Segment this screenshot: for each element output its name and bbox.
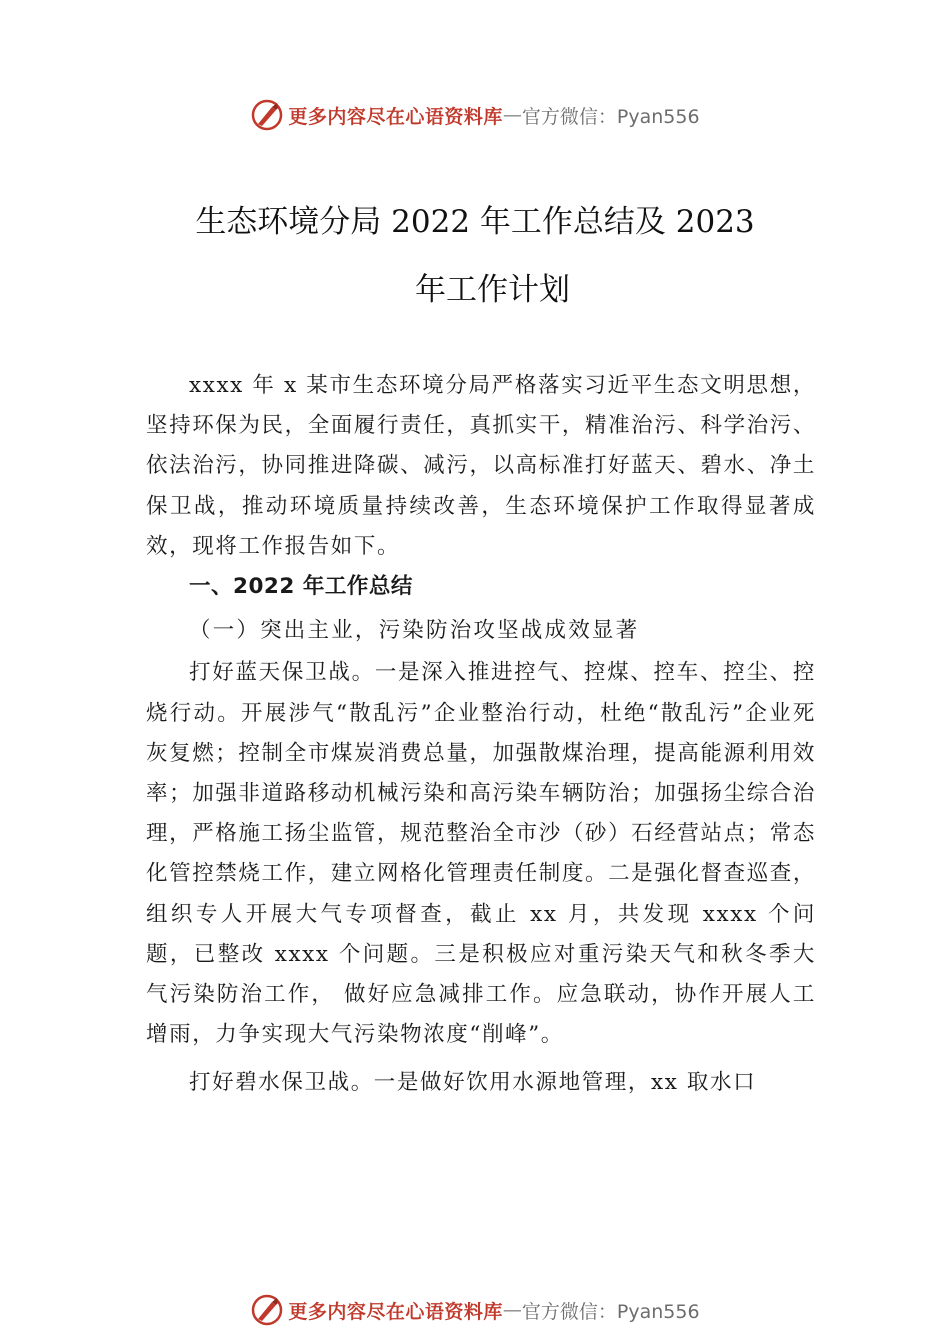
watermark-footer	[0, 1290, 950, 1330]
document-body	[146, 366, 816, 1104]
section-heading: 一、2022 年工作总结	[189, 574, 413, 600]
paragraph-blue-sky: 打好蓝天保卫战。一是深入推进控气、控煤、控车、控尘、控烧行动。开展涉气“散乱污”企业整治行动，杜绝“散乱污”企业死灰复燃；控制全市煤炭消费总量，加强散煤治理，提高能源利用效率；加强非道路移动机械污染和高污染车辆防治；加强扬尘综合治理，严格施工扬尘监管，规范整治全市沙（砂）石经营站点；常态化管控禁烧工作，建立网格化管理责任制度。二是强化督查巡查，组织专人开展大气专项督查，截止 xx 月，共发现 xxxx 个问题，已整改 xxxx 个问题。三是积极应对重污染天气和秋冬季大气污染防治工作， 做好应急减排工作。应急联动，协作开展人工增雨，力争实现大气污染物浓度“削峰”。	[146, 660, 816, 1048]
intro-paragraph: xxxx 年 x 某市生态环境分局严格落实习近平生态文明思想，坚持环保为民，全面履行责任，真抓实干，精准治污、科学治污、依法治污，协同推进降碳、减污，以高标准打好蓝天、碧水、净土保卫战，推动环境质量持续改善，生态环境保护工作取得显著成效，现将工作报告如下。	[146, 373, 816, 559]
document-title-line1: 生态环境分局 2022 年工作总结及 2023	[195, 204, 755, 240]
watermark-header	[0, 95, 950, 135]
document-title-line2: 年工作计划	[415, 272, 570, 308]
quill-logo-icon	[250, 98, 284, 132]
quill-logo-icon	[250, 1293, 284, 1327]
watermark-contact: 官方微信：Pyan556	[521, 105, 700, 128]
watermark-brand: 更多内容尽在心语资料库	[288, 1300, 503, 1323]
watermark-brand: 更多内容尽在心语资料库	[288, 105, 503, 128]
subsection-heading: （一）突出主业，污染防治攻坚战成效显著	[189, 618, 640, 644]
watermark-separator: —	[502, 1299, 522, 1321]
watermark-contact: 官方微信：Pyan556	[521, 1300, 700, 1323]
watermark-separator: —	[502, 104, 522, 126]
paragraph-clear-water: 打好碧水保卫战。一是做好饮用水源地管理，xx 取水口	[189, 1070, 757, 1096]
